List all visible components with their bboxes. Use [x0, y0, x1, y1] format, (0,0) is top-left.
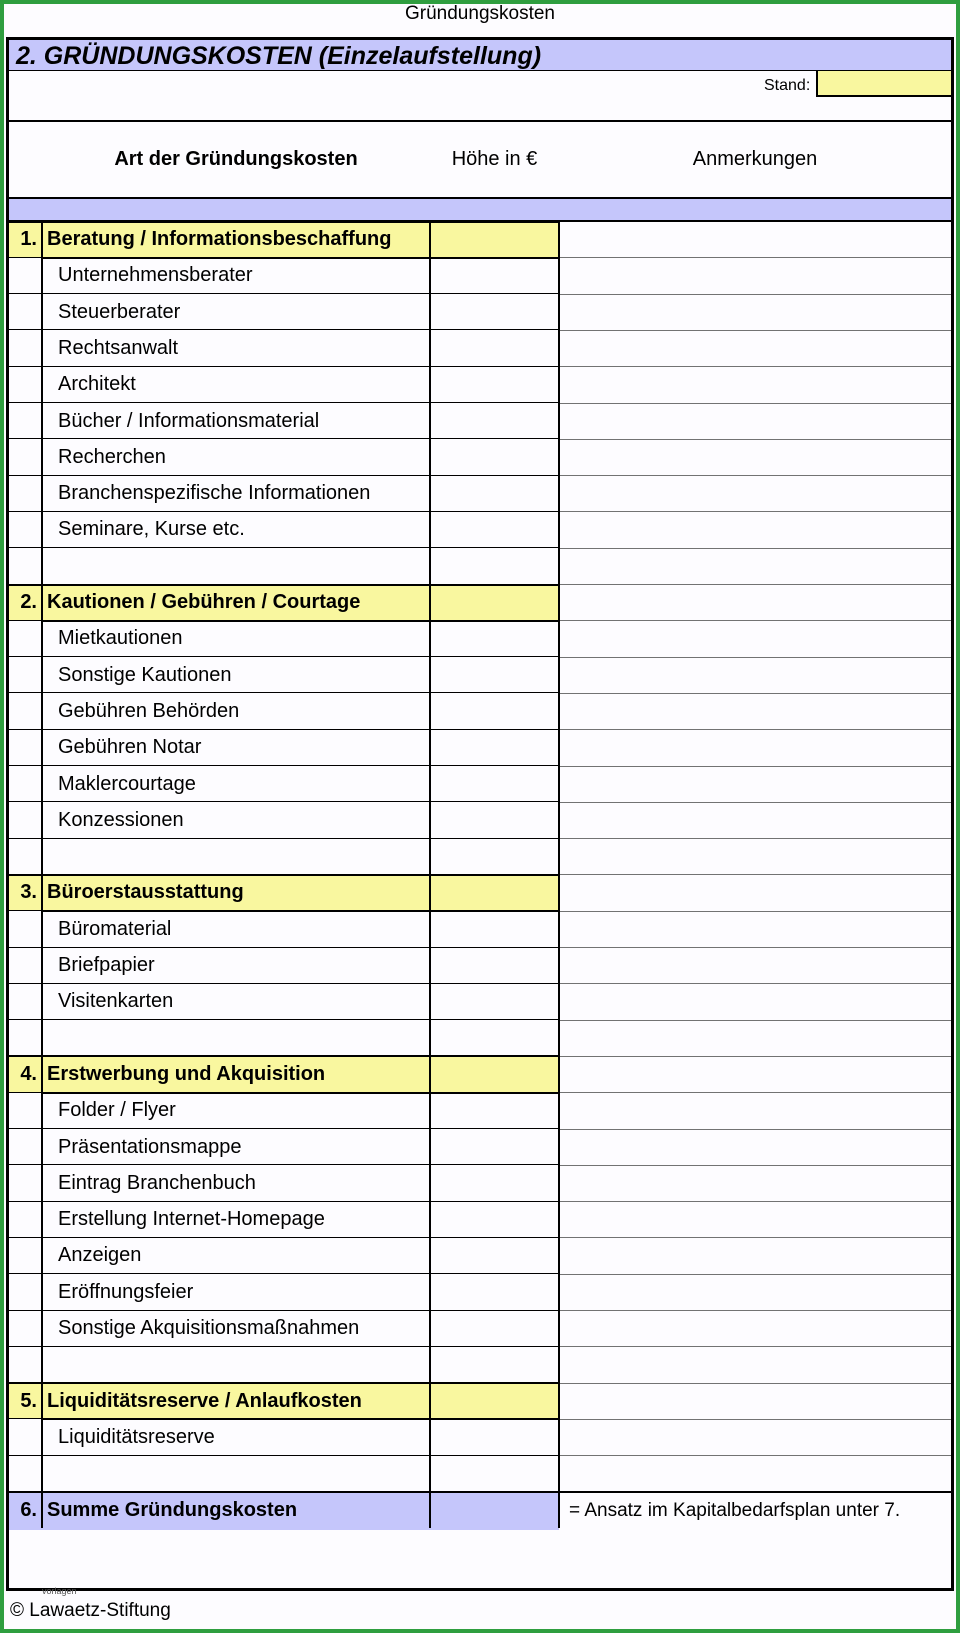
amount-input[interactable] — [432, 695, 557, 727]
note-row-border — [559, 1201, 951, 1202]
note-input[interactable] — [561, 1094, 949, 1126]
row-border — [9, 620, 42, 621]
stand-label: Stand: — [764, 77, 811, 94]
row-border — [42, 329, 559, 330]
row-border — [9, 765, 42, 766]
row-border — [42, 1128, 559, 1129]
note-input[interactable] — [561, 441, 949, 473]
total-note: = Ansatz im Kapitalbedarfsplan unter 7. — [569, 1499, 901, 1521]
cost-item-label: Eröffnungsfeier — [58, 1280, 194, 1303]
cost-item-label: Gebühren Behörden — [58, 699, 240, 722]
stand-input[interactable] — [816, 71, 951, 97]
section-number: 2. — [20, 591, 37, 613]
cost-item-label: Präsentationsmappe — [58, 1135, 242, 1158]
amount-input[interactable] — [432, 622, 557, 654]
cost-item-label: Büromaterial — [58, 917, 172, 940]
note-row-border — [559, 657, 951, 658]
column-border-art — [429, 1056, 431, 1383]
row-border — [42, 511, 559, 512]
section-top-border — [9, 584, 560, 586]
row-border — [42, 1201, 559, 1202]
amount-input[interactable] — [432, 259, 557, 291]
row-border — [42, 947, 559, 948]
note-row-border — [559, 802, 951, 803]
row-border — [9, 1273, 42, 1274]
cost-item-label: Branchenspezifische Informationen — [58, 482, 371, 505]
cost-item-label: Briefpapier — [58, 954, 155, 976]
note-input[interactable] — [561, 695, 949, 727]
amount-input[interactable] — [432, 1058, 557, 1090]
column-border-num — [41, 1492, 43, 1528]
note-row-border — [559, 439, 951, 440]
row-border — [9, 475, 42, 476]
row-border — [42, 656, 559, 657]
total-number: 6. — [20, 1498, 37, 1521]
row-border — [9, 1455, 42, 1456]
section-top-border — [9, 1382, 560, 1384]
note-input[interactable] — [561, 332, 949, 364]
note-row-border — [559, 620, 951, 621]
row-border — [42, 983, 559, 984]
row-border — [9, 838, 42, 839]
note-row-border — [559, 874, 951, 875]
sheet-title-bar — [9, 40, 951, 71]
note-input[interactable] — [561, 768, 949, 800]
row-border — [9, 656, 42, 657]
amount-input[interactable] — [432, 1203, 557, 1235]
section-title: Kautionen / Gebühren / Courtage — [47, 591, 361, 613]
section-top-border — [9, 1055, 560, 1057]
cost-sheet — [6, 37, 954, 1591]
amount-input[interactable] — [432, 405, 557, 437]
cost-item-label: Recherchen — [58, 445, 166, 468]
amount-input[interactable] — [432, 731, 557, 763]
row-border — [42, 910, 559, 912]
row-border — [9, 1418, 42, 1419]
row-border — [42, 692, 559, 693]
note-row-border — [559, 294, 951, 295]
note-input[interactable] — [561, 949, 949, 981]
row-border — [9, 729, 42, 730]
note-row-border — [559, 1383, 951, 1384]
note-row-border — [559, 1310, 951, 1311]
page-title: Gründungskosten — [405, 3, 555, 24]
section-title: Liquiditätsreserve / Anlaufkosten — [47, 1389, 362, 1412]
cost-item-label: Konzessionen — [58, 808, 184, 831]
section-number: 1. — [20, 228, 37, 250]
note-input[interactable] — [561, 1239, 949, 1271]
note-input[interactable] — [561, 1167, 949, 1199]
note-input[interactable] — [561, 804, 949, 836]
note-input[interactable] — [561, 622, 949, 654]
note-input[interactable] — [561, 477, 949, 509]
cost-item-label: Anzeigen — [58, 1244, 142, 1267]
row-border — [9, 801, 42, 802]
note-row-border — [559, 1129, 951, 1130]
note-row-border — [559, 838, 951, 839]
amount-input[interactable] — [432, 985, 557, 1017]
note-input[interactable] — [561, 296, 949, 328]
cost-item-label: Unternehmensberater — [58, 264, 253, 287]
row-border — [42, 801, 559, 802]
note-input[interactable] — [561, 659, 949, 691]
note-input[interactable] — [561, 513, 949, 545]
sheet-title: 2. GRÜNDUNGSKOSTEN (Einzelaufstellung) — [16, 42, 542, 70]
column-border-num — [41, 1383, 43, 1492]
row-border — [42, 1455, 559, 1456]
row-border — [42, 293, 559, 294]
cost-item-label: Seminare, Kurse etc. — [58, 518, 245, 541]
amount-input[interactable] — [432, 876, 557, 908]
column-border-hoehe — [558, 1056, 560, 1383]
row-border — [42, 1092, 559, 1094]
amount-input[interactable] — [432, 1094, 557, 1126]
total-label: Summe Gründungskosten — [47, 1498, 298, 1521]
note-input[interactable] — [561, 405, 949, 437]
row-border — [9, 1346, 42, 1347]
column-border-num — [41, 584, 43, 874]
row-border — [42, 366, 559, 367]
note-input[interactable] — [561, 223, 949, 255]
row-border — [9, 402, 42, 403]
cost-item-label: Folder / Flyer — [58, 1099, 176, 1122]
vorlagen-mark: vorlagen — [42, 1586, 77, 1596]
note-row-border — [559, 1020, 951, 1021]
header-art: Art der Gründungskosten — [114, 147, 358, 170]
column-border-num — [41, 221, 43, 584]
note-input[interactable] — [561, 1276, 949, 1308]
amount-input[interactable] — [432, 332, 557, 364]
amount-input[interactable] — [432, 1385, 557, 1417]
amount-input[interactable] — [432, 513, 557, 545]
note-row-border — [559, 983, 951, 984]
amount-input[interactable] — [432, 659, 557, 691]
row-border — [42, 1418, 559, 1420]
note-row-border — [559, 403, 951, 404]
row-border — [42, 620, 559, 622]
row-border — [9, 511, 42, 512]
row-border — [9, 293, 42, 294]
cost-item-label: Maklercourtage — [58, 772, 196, 795]
section-number: 5. — [20, 1389, 37, 1412]
amount-input[interactable] — [432, 1131, 557, 1163]
note-row-border — [559, 366, 951, 367]
row-border — [42, 402, 559, 403]
column-border-hoehe — [558, 874, 560, 1056]
row-border — [9, 1164, 42, 1165]
first-row-border — [9, 221, 951, 222]
cost-item-label: Architekt — [58, 373, 136, 396]
table-header — [9, 121, 951, 197]
row-border — [9, 1092, 42, 1093]
note-row-border — [559, 1419, 951, 1420]
amount-input[interactable] — [432, 768, 557, 800]
row-border — [9, 1019, 42, 1020]
cost-item-label: Erstellung Internet-Homepage — [58, 1208, 325, 1231]
column-border-art — [429, 221, 431, 584]
note-input[interactable] — [561, 1385, 949, 1417]
section-title: Beratung / Informationsbeschaffung — [47, 228, 392, 250]
cost-item-label: Mietkautionen — [58, 627, 183, 650]
note-input[interactable] — [561, 1312, 949, 1344]
row-border — [42, 438, 559, 439]
row-border — [42, 547, 559, 548]
section-title: Büroerstausstattung — [47, 881, 244, 904]
cost-item-label: Rechtsanwalt — [58, 336, 179, 359]
row-border — [42, 1019, 559, 1020]
footer-copyright: © Lawaetz-Stiftung — [10, 1600, 171, 1621]
row-border — [9, 910, 42, 911]
amount-input[interactable] — [432, 586, 557, 618]
header-anmerkungen: Anmerkungen — [692, 147, 818, 170]
note-row-border — [559, 584, 951, 585]
note-input[interactable] — [561, 876, 949, 908]
header-spacer-band — [9, 199, 951, 221]
cost-item-label: Bücher / Informationsmaterial — [58, 409, 320, 432]
note-input[interactable] — [561, 1058, 949, 1090]
row-border — [9, 947, 42, 948]
note-input[interactable] — [561, 913, 949, 945]
note-row-border — [559, 1092, 951, 1093]
column-border-hoehe — [558, 1383, 560, 1492]
amount-input[interactable] — [432, 804, 557, 836]
column-border-art — [429, 1383, 431, 1492]
cost-item-label: Visitenkarten — [58, 990, 174, 1013]
note-input[interactable] — [561, 1203, 949, 1235]
column-border-hoehe — [558, 1492, 560, 1528]
cost-item-label: Gebühren Notar — [58, 736, 202, 759]
section-top-border — [9, 874, 560, 876]
note-row-border — [559, 1455, 951, 1456]
amount-input[interactable] — [432, 441, 557, 473]
note-input[interactable] — [561, 259, 949, 291]
amount-input[interactable] — [432, 1167, 557, 1199]
note-row-border — [559, 1274, 951, 1275]
row-border — [9, 1310, 42, 1311]
row-border — [9, 983, 42, 984]
header-hoehe: Höhe in € — [451, 147, 538, 170]
row-border — [42, 1273, 559, 1274]
row-border — [42, 765, 559, 766]
note-input[interactable] — [561, 731, 949, 763]
row-border — [9, 1128, 42, 1129]
section-number: 3. — [20, 881, 37, 904]
row-border — [42, 1310, 559, 1311]
row-border — [9, 257, 42, 258]
row-border — [42, 257, 559, 259]
row-border — [9, 366, 42, 367]
cost-item-label: Sonstige Akquisitionsmaßnahmen — [58, 1317, 360, 1339]
row-border — [42, 1237, 559, 1238]
note-row-border — [559, 257, 951, 258]
amount-input[interactable] — [432, 223, 557, 255]
note-row-border — [559, 1237, 951, 1238]
total-amount-input[interactable] — [432, 1494, 557, 1526]
row-border — [42, 475, 559, 476]
note-input[interactable] — [561, 985, 949, 1017]
section-number: 4. — [20, 1062, 37, 1085]
cost-item-label: Sonstige Kautionen — [58, 663, 232, 686]
note-input[interactable] — [561, 1131, 949, 1163]
column-border-art — [429, 1492, 431, 1528]
note-row-border — [559, 766, 951, 767]
note-row-border — [559, 693, 951, 694]
column-border-art — [429, 584, 431, 874]
section-title: Erstwerbung und Akquisition — [47, 1062, 326, 1085]
amount-input[interactable] — [432, 949, 557, 981]
note-row-border — [559, 330, 951, 331]
column-border-num — [41, 1056, 43, 1383]
note-row-border — [559, 475, 951, 476]
row-border — [9, 1237, 42, 1238]
column-border-num — [41, 874, 43, 1056]
row-border — [42, 838, 559, 839]
note-row-border — [559, 947, 951, 948]
note-row-border — [559, 1056, 951, 1057]
row-border — [42, 1346, 559, 1347]
row-border — [9, 1201, 42, 1202]
column-border-art — [429, 874, 431, 1056]
amount-input[interactable] — [432, 1276, 557, 1308]
cost-item-label: Liquiditätsreserve — [58, 1425, 215, 1448]
amount-input[interactable] — [432, 368, 557, 400]
amount-input[interactable] — [432, 296, 557, 328]
row-border — [42, 729, 559, 730]
note-row-border — [559, 548, 951, 549]
amount-input[interactable] — [432, 913, 557, 945]
row-border — [9, 692, 42, 693]
row-border — [9, 329, 42, 330]
note-row-border — [559, 729, 951, 730]
row-border — [9, 438, 42, 439]
cost-item-label: Steuerberater — [58, 300, 181, 323]
note-input[interactable] — [561, 1421, 949, 1453]
note-row-border — [559, 1346, 951, 1347]
amount-input[interactable] — [432, 1421, 557, 1453]
note-row-border — [559, 511, 951, 512]
amount-input[interactable] — [432, 1239, 557, 1271]
note-input[interactable] — [561, 586, 949, 618]
amount-input[interactable] — [432, 1312, 557, 1344]
note-row-border — [559, 1165, 951, 1166]
row-border — [42, 1164, 559, 1165]
cost-item-label: Eintrag Branchenbuch — [58, 1171, 256, 1194]
row-border — [9, 547, 42, 548]
amount-input[interactable] — [432, 477, 557, 509]
note-row-border — [559, 911, 951, 912]
note-input[interactable] — [561, 368, 949, 400]
